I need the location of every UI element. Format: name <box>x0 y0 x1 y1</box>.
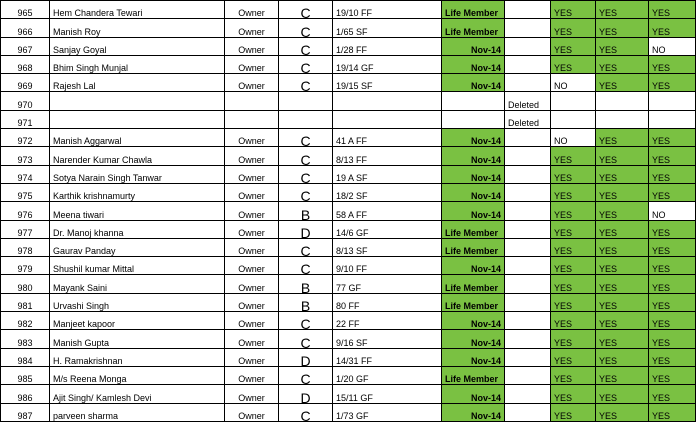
owner-type-cell[interactable]: Owner <box>225 348 279 366</box>
table-row <box>1 202 696 220</box>
table-row <box>1 220 696 238</box>
flag-3-cell[interactable]: YES <box>649 220 696 238</box>
table-row <box>1 348 696 366</box>
flag-1-cell[interactable]: NO <box>551 129 596 147</box>
address-cell[interactable]: 1/28 FF <box>333 37 442 55</box>
flag-3-cell[interactable]: YES <box>649 19 696 37</box>
member-name-cell[interactable]: Hem Chandera Tewari <box>50 1 225 19</box>
remark-cell[interactable] <box>505 202 551 220</box>
remark-cell[interactable] <box>505 183 551 201</box>
sheet-body <box>1 1 696 422</box>
flag-1-cell[interactable]: YES <box>551 183 596 201</box>
flag-1-cell[interactable]: YES <box>551 403 596 421</box>
category-cell[interactable]: C <box>279 238 333 256</box>
owner-type-cell[interactable]: Owner <box>225 129 279 147</box>
address-cell[interactable]: 18/2 SF <box>333 183 442 201</box>
membership-cell[interactable]: Nov-14 <box>442 165 505 183</box>
member-name-cell[interactable]: parveen sharma <box>50 403 225 421</box>
flag-2-cell[interactable]: YES <box>596 74 649 92</box>
flag-3-cell[interactable]: YES <box>649 330 696 348</box>
owner-type-cell[interactable]: Owner <box>225 366 279 384</box>
member-number-cell[interactable]: 981 <box>1 293 50 311</box>
address-cell[interactable]: 19/15 SF <box>333 74 442 92</box>
remark-cell[interactable] <box>505 1 551 19</box>
table-row <box>1 366 696 384</box>
flag-1-cell[interactable]: YES <box>551 220 596 238</box>
category-cell[interactable]: C <box>279 312 333 330</box>
member-number-cell[interactable]: 973 <box>1 147 50 165</box>
flag-2-cell[interactable] <box>596 92 649 110</box>
member-number-cell[interactable]: 970 <box>1 92 50 110</box>
table-row <box>1 55 696 73</box>
flag-2-cell[interactable]: YES <box>596 257 649 275</box>
member-number-cell[interactable]: 972 <box>1 129 50 147</box>
owner-type-cell[interactable]: Owner <box>225 330 279 348</box>
flag-1-cell[interactable]: YES <box>551 366 596 384</box>
table-row <box>1 257 696 275</box>
flag-3-cell[interactable]: YES <box>649 293 696 311</box>
remark-cell[interactable]: Deleted <box>505 92 551 110</box>
remark-cell[interactable]: Deleted <box>505 110 551 128</box>
category-cell[interactable]: C <box>279 165 333 183</box>
table-row <box>1 1 696 19</box>
flag-3-cell[interactable]: YES <box>649 129 696 147</box>
membership-cell[interactable]: Nov-14 <box>442 312 505 330</box>
member-number-cell[interactable]: 980 <box>1 275 50 293</box>
member-name-cell[interactable]: Manish Aggarwal <box>50 129 225 147</box>
flag-3-cell[interactable]: YES <box>649 147 696 165</box>
address-cell[interactable]: 14/31 FF <box>333 348 442 366</box>
flag-2-cell[interactable]: YES <box>596 275 649 293</box>
flag-3-cell[interactable]: YES <box>649 275 696 293</box>
address-cell[interactable]: 15/11 GF <box>333 385 442 403</box>
flag-2-cell[interactable]: YES <box>596 55 649 73</box>
address-cell[interactable]: 41 A FF <box>333 129 442 147</box>
owner-type-cell[interactable]: Owner <box>225 183 279 201</box>
remark-cell[interactable] <box>505 238 551 256</box>
owner-type-cell[interactable]: Owner <box>225 19 279 37</box>
flag-1-cell[interactable]: YES <box>551 293 596 311</box>
membership-cell[interactable]: Nov-14 <box>442 74 505 92</box>
flag-2-cell[interactable]: YES <box>596 165 649 183</box>
flag-2-cell[interactable]: YES <box>596 348 649 366</box>
category-cell[interactable]: C <box>279 19 333 37</box>
table-row <box>1 74 696 92</box>
flag-2-cell[interactable]: YES <box>596 19 649 37</box>
flag-2-cell[interactable]: YES <box>596 1 649 19</box>
member-number-cell[interactable]: 977 <box>1 220 50 238</box>
remark-cell[interactable] <box>505 257 551 275</box>
owner-type-cell[interactable]: Owner <box>225 275 279 293</box>
address-cell[interactable] <box>333 110 442 128</box>
flag-1-cell[interactable]: YES <box>551 385 596 403</box>
flag-2-cell[interactable]: YES <box>596 238 649 256</box>
remark-cell[interactable] <box>505 74 551 92</box>
membership-cell[interactable]: Nov-14 <box>442 330 505 348</box>
table-row <box>1 37 696 55</box>
address-cell[interactable] <box>333 92 442 110</box>
address-cell[interactable]: 80 FF <box>333 293 442 311</box>
membership-cell[interactable]: Nov-14 <box>442 257 505 275</box>
owner-type-cell[interactable]: Owner <box>225 220 279 238</box>
table-row <box>1 110 696 128</box>
remark-cell[interactable] <box>505 147 551 165</box>
flag-3-cell[interactable]: YES <box>649 348 696 366</box>
table-row <box>1 385 696 403</box>
category-cell[interactable]: C <box>279 147 333 165</box>
owner-type-cell[interactable]: Owner <box>225 165 279 183</box>
member-name-cell[interactable]: Ajit Singh/ Kamlesh Devi <box>50 385 225 403</box>
remark-cell[interactable] <box>505 55 551 73</box>
table-row <box>1 403 696 421</box>
flag-1-cell[interactable]: YES <box>551 312 596 330</box>
membership-cell[interactable]: Life Member <box>442 275 505 293</box>
category-cell[interactable]: C <box>279 74 333 92</box>
owner-type-cell[interactable]: Owner <box>225 293 279 311</box>
member-number-cell[interactable]: 974 <box>1 165 50 183</box>
flag-2-cell[interactable]: YES <box>596 403 649 421</box>
category-cell[interactable]: D <box>279 348 333 366</box>
remark-cell[interactable] <box>505 165 551 183</box>
remark-cell[interactable] <box>505 293 551 311</box>
member-name-cell[interactable]: Shushil kumar Mittal <box>50 257 225 275</box>
member-number-cell[interactable]: 975 <box>1 183 50 201</box>
table-row <box>1 129 696 147</box>
remark-cell[interactable] <box>505 366 551 384</box>
flag-2-cell[interactable] <box>596 110 649 128</box>
membership-cell[interactable]: Life Member <box>442 366 505 384</box>
member-number-cell[interactable]: 969 <box>1 74 50 92</box>
flag-2-cell[interactable]: YES <box>596 385 649 403</box>
flag-1-cell[interactable]: NO <box>551 74 596 92</box>
member-name-cell[interactable]: M/s Reena Monga <box>50 366 225 384</box>
owner-type-cell[interactable]: Owner <box>225 312 279 330</box>
flag-3-cell[interactable]: YES <box>649 403 696 421</box>
flag-1-cell[interactable]: YES <box>551 348 596 366</box>
membership-cell[interactable]: Life Member <box>442 19 505 37</box>
remark-cell[interactable] <box>505 19 551 37</box>
flag-3-cell[interactable]: YES <box>649 366 696 384</box>
flag-3-cell[interactable]: YES <box>649 55 696 73</box>
flag-1-cell[interactable]: YES <box>551 147 596 165</box>
category-cell[interactable]: C <box>279 183 333 201</box>
remark-cell[interactable] <box>505 403 551 421</box>
flag-2-cell[interactable]: YES <box>596 37 649 55</box>
address-cell[interactable]: 14/6 GF <box>333 220 442 238</box>
member-number-cell[interactable]: 965 <box>1 1 50 19</box>
owner-type-cell[interactable] <box>225 110 279 128</box>
address-cell[interactable]: 19/14 GF <box>333 55 442 73</box>
flag-3-cell[interactable] <box>649 92 696 110</box>
membership-cell[interactable]: Life Member <box>442 220 505 238</box>
flag-1-cell[interactable]: YES <box>551 165 596 183</box>
member-name-cell[interactable]: Mayank Saini <box>50 275 225 293</box>
flag-1-cell[interactable]: YES <box>551 202 596 220</box>
owner-type-cell[interactable]: Owner <box>225 37 279 55</box>
remark-cell[interactable] <box>505 385 551 403</box>
member-number-cell[interactable]: 979 <box>1 257 50 275</box>
membership-cell[interactable]: Nov-14 <box>442 55 505 73</box>
owner-type-cell[interactable]: Owner <box>225 202 279 220</box>
owner-type-cell[interactable]: Owner <box>225 147 279 165</box>
membership-cell[interactable]: Nov-14 <box>442 348 505 366</box>
flag-2-cell[interactable]: YES <box>596 330 649 348</box>
owner-type-cell[interactable]: Owner <box>225 257 279 275</box>
member-number-cell[interactable]: 978 <box>1 238 50 256</box>
member-number-cell[interactable]: 983 <box>1 330 50 348</box>
remark-cell[interactable] <box>505 37 551 55</box>
flag-1-cell[interactable]: YES <box>551 238 596 256</box>
flag-3-cell[interactable] <box>649 110 696 128</box>
flag-3-cell[interactable]: YES <box>649 385 696 403</box>
category-cell[interactable]: C <box>279 257 333 275</box>
address-cell[interactable]: 58 A FF <box>333 202 442 220</box>
member-number-cell[interactable]: 985 <box>1 366 50 384</box>
membership-cell[interactable]: Nov-14 <box>442 202 505 220</box>
category-cell[interactable]: C <box>279 366 333 384</box>
flag-3-cell[interactable]: YES <box>649 74 696 92</box>
table-row <box>1 92 696 110</box>
membership-cell[interactable]: Life Member <box>442 293 505 311</box>
owner-type-cell[interactable]: Owner <box>225 238 279 256</box>
address-cell[interactable]: 9/16 SF <box>333 330 442 348</box>
flag-3-cell[interactable]: YES <box>649 257 696 275</box>
membership-cell[interactable]: Nov-14 <box>442 147 505 165</box>
category-cell[interactable]: B <box>279 275 333 293</box>
membership-cell[interactable]: Nov-14 <box>442 183 505 201</box>
address-cell[interactable]: 9/10 FF <box>333 257 442 275</box>
remark-cell[interactable] <box>505 275 551 293</box>
category-cell[interactable] <box>279 92 333 110</box>
member-name-cell[interactable]: Bhim Singh Munjal <box>50 55 225 73</box>
flag-1-cell[interactable] <box>551 92 596 110</box>
category-cell[interactable]: B <box>279 293 333 311</box>
category-cell[interactable]: B <box>279 202 333 220</box>
membership-cell[interactable]: Life Member <box>442 1 505 19</box>
category-cell[interactable]: C <box>279 129 333 147</box>
member-name-cell[interactable]: Manish Roy <box>50 19 225 37</box>
address-cell[interactable]: 77 GF <box>333 275 442 293</box>
category-cell[interactable]: D <box>279 385 333 403</box>
table-row <box>1 275 696 293</box>
member-name-cell[interactable]: Meena tiwari <box>50 202 225 220</box>
flag-2-cell[interactable]: YES <box>596 202 649 220</box>
owner-type-cell[interactable]: Owner <box>225 385 279 403</box>
membership-cell[interactable]: Nov-14 <box>442 129 505 147</box>
member-number-cell[interactable]: 984 <box>1 348 50 366</box>
flag-1-cell[interactable]: YES <box>551 257 596 275</box>
address-cell[interactable]: 1/73 GF <box>333 403 442 421</box>
member-name-cell[interactable] <box>50 92 225 110</box>
flag-3-cell[interactable]: YES <box>649 238 696 256</box>
flag-3-cell[interactable]: YES <box>649 1 696 19</box>
flag-2-cell[interactable]: YES <box>596 129 649 147</box>
member-name-cell[interactable]: Rajesh Lal <box>50 74 225 92</box>
flag-1-cell[interactable]: YES <box>551 37 596 55</box>
member-number-cell[interactable]: 986 <box>1 385 50 403</box>
membership-cell[interactable]: Nov-14 <box>442 403 505 421</box>
member-name-cell[interactable]: Manish Gupta <box>50 330 225 348</box>
table-row <box>1 19 696 37</box>
remark-cell[interactable] <box>505 348 551 366</box>
owner-type-cell[interactable]: Owner <box>225 1 279 19</box>
member-number-cell[interactable]: 982 <box>1 312 50 330</box>
owner-type-cell[interactable] <box>225 92 279 110</box>
member-number-cell[interactable]: 976 <box>1 202 50 220</box>
owner-type-cell[interactable]: Owner <box>225 55 279 73</box>
membership-cell[interactable]: Nov-14 <box>442 385 505 403</box>
member-name-cell[interactable]: Sotya Narain Singh Tanwar <box>50 165 225 183</box>
flag-2-cell[interactable]: YES <box>596 183 649 201</box>
flag-3-cell[interactable]: YES <box>649 183 696 201</box>
member-name-cell[interactable]: Dr. Manoj khanna <box>50 220 225 238</box>
member-number-cell[interactable]: 967 <box>1 37 50 55</box>
category-cell[interactable]: C <box>279 55 333 73</box>
member-name-cell[interactable]: Narender Kumar Chawla <box>50 147 225 165</box>
owner-type-cell[interactable]: Owner <box>225 403 279 421</box>
member-name-cell[interactable]: H. Ramakrishnan <box>50 348 225 366</box>
membership-cell[interactable]: Life Member <box>442 238 505 256</box>
flag-2-cell[interactable]: YES <box>596 147 649 165</box>
membership-cell[interactable] <box>442 92 505 110</box>
address-cell[interactable]: 22 FF <box>333 312 442 330</box>
table-row <box>1 183 696 201</box>
member-number-cell[interactable]: 968 <box>1 55 50 73</box>
remark-cell[interactable] <box>505 129 551 147</box>
address-cell[interactable]: 19/10 FF <box>333 1 442 19</box>
remark-cell[interactable] <box>505 220 551 238</box>
address-cell[interactable]: 1/20 GF <box>333 366 442 384</box>
flag-1-cell[interactable]: YES <box>551 19 596 37</box>
member-name-cell[interactable]: Karthik krishnamurty <box>50 183 225 201</box>
flag-1-cell[interactable] <box>551 110 596 128</box>
flag-3-cell[interactable]: YES <box>649 165 696 183</box>
flag-2-cell[interactable]: YES <box>596 220 649 238</box>
category-cell[interactable]: C <box>279 403 333 421</box>
flag-3-cell[interactable]: YES <box>649 312 696 330</box>
table-row <box>1 312 696 330</box>
address-cell[interactable]: 1/65 SF <box>333 19 442 37</box>
membership-cell[interactable]: Nov-14 <box>442 37 505 55</box>
table-row <box>1 147 696 165</box>
owner-type-cell[interactable]: Owner <box>225 74 279 92</box>
member-name-cell[interactable] <box>50 110 225 128</box>
member-name-cell[interactable]: Gaurav Panday <box>50 238 225 256</box>
remark-cell[interactable] <box>505 330 551 348</box>
table-row <box>1 330 696 348</box>
flag-1-cell[interactable]: YES <box>551 55 596 73</box>
category-cell[interactable]: C <box>279 330 333 348</box>
member-number-cell[interactable]: 971 <box>1 110 50 128</box>
membership-cell[interactable] <box>442 110 505 128</box>
remark-cell[interactable] <box>505 312 551 330</box>
flag-2-cell[interactable]: YES <box>596 312 649 330</box>
flag-3-cell[interactable]: NO <box>649 202 696 220</box>
address-cell[interactable]: 8/13 SF <box>333 238 442 256</box>
address-cell[interactable]: 19 A SF <box>333 165 442 183</box>
flag-2-cell[interactable]: YES <box>596 293 649 311</box>
flag-2-cell[interactable]: YES <box>596 366 649 384</box>
member-number-cell[interactable]: 966 <box>1 19 50 37</box>
category-cell[interactable]: C <box>279 1 333 19</box>
table-row <box>1 165 696 183</box>
member-name-cell[interactable]: Sanjay Goyal <box>50 37 225 55</box>
table-row <box>1 238 696 256</box>
member-number-cell[interactable]: 987 <box>1 403 50 421</box>
flag-3-cell[interactable]: NO <box>649 37 696 55</box>
member-name-cell[interactable]: Manjeet kapoor <box>50 312 225 330</box>
category-cell[interactable]: C <box>279 37 333 55</box>
category-cell[interactable] <box>279 110 333 128</box>
flag-1-cell[interactable]: YES <box>551 275 596 293</box>
member-name-cell[interactable]: Urvashi Singh <box>50 293 225 311</box>
flag-1-cell[interactable]: YES <box>551 1 596 19</box>
table-row <box>1 293 696 311</box>
flag-1-cell[interactable]: YES <box>551 330 596 348</box>
address-cell[interactable]: 8/13 FF <box>333 147 442 165</box>
category-cell[interactable]: D <box>279 220 333 238</box>
